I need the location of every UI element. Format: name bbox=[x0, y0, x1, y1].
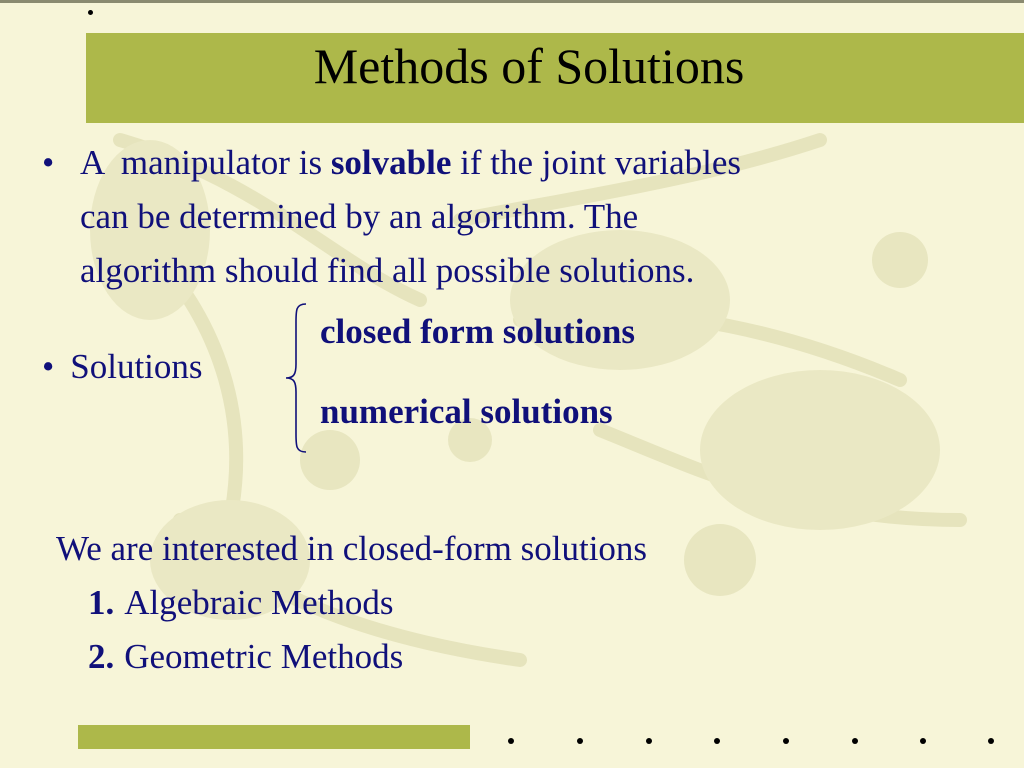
bottom-dot bbox=[920, 738, 926, 744]
bullet-line-3: algorithm should find all possible solutions. bbox=[80, 251, 695, 290]
slide-title: Methods of Solutions bbox=[313, 38, 745, 94]
brace-icon bbox=[282, 302, 312, 454]
interest-text: We are interested in closed-form solutions bbox=[56, 529, 648, 568]
method-number: 2. bbox=[88, 637, 115, 676]
bullet-text-bold: solvable bbox=[330, 143, 452, 182]
method-geometric bbox=[88, 630, 403, 684]
bullet-solutions bbox=[42, 342, 203, 392]
bottom-dot bbox=[852, 738, 858, 744]
bottom-dot bbox=[577, 738, 583, 744]
bottom-dot bbox=[988, 738, 994, 744]
bottom-dot bbox=[508, 738, 514, 744]
method-label: Algebraic Methods bbox=[124, 583, 394, 622]
option-closed-form: closed form solutions bbox=[320, 312, 635, 351]
bullet-line-1 bbox=[80, 136, 741, 190]
bullet-marker: • bbox=[42, 143, 55, 182]
method-label: Geometric Methods bbox=[124, 637, 404, 676]
option-numerical: numerical solutions bbox=[320, 392, 613, 431]
method-algebraic bbox=[88, 576, 393, 630]
bullet-text-post: if the joint variables bbox=[451, 143, 742, 182]
solutions-label: Solutions bbox=[70, 347, 203, 386]
bullet-text-pre: A manipulator is bbox=[80, 143, 331, 182]
bottom-bar bbox=[78, 725, 470, 749]
top-rule bbox=[0, 0, 1024, 3]
bullet-line-2: can be determined by an algorithm. The bbox=[80, 197, 639, 236]
bottom-dot bbox=[646, 738, 652, 744]
top-dot bbox=[88, 10, 93, 15]
method-number: 1. bbox=[88, 583, 115, 622]
bottom-dot bbox=[714, 738, 720, 744]
bullet-marker: • bbox=[42, 347, 55, 386]
bottom-dot bbox=[783, 738, 789, 744]
